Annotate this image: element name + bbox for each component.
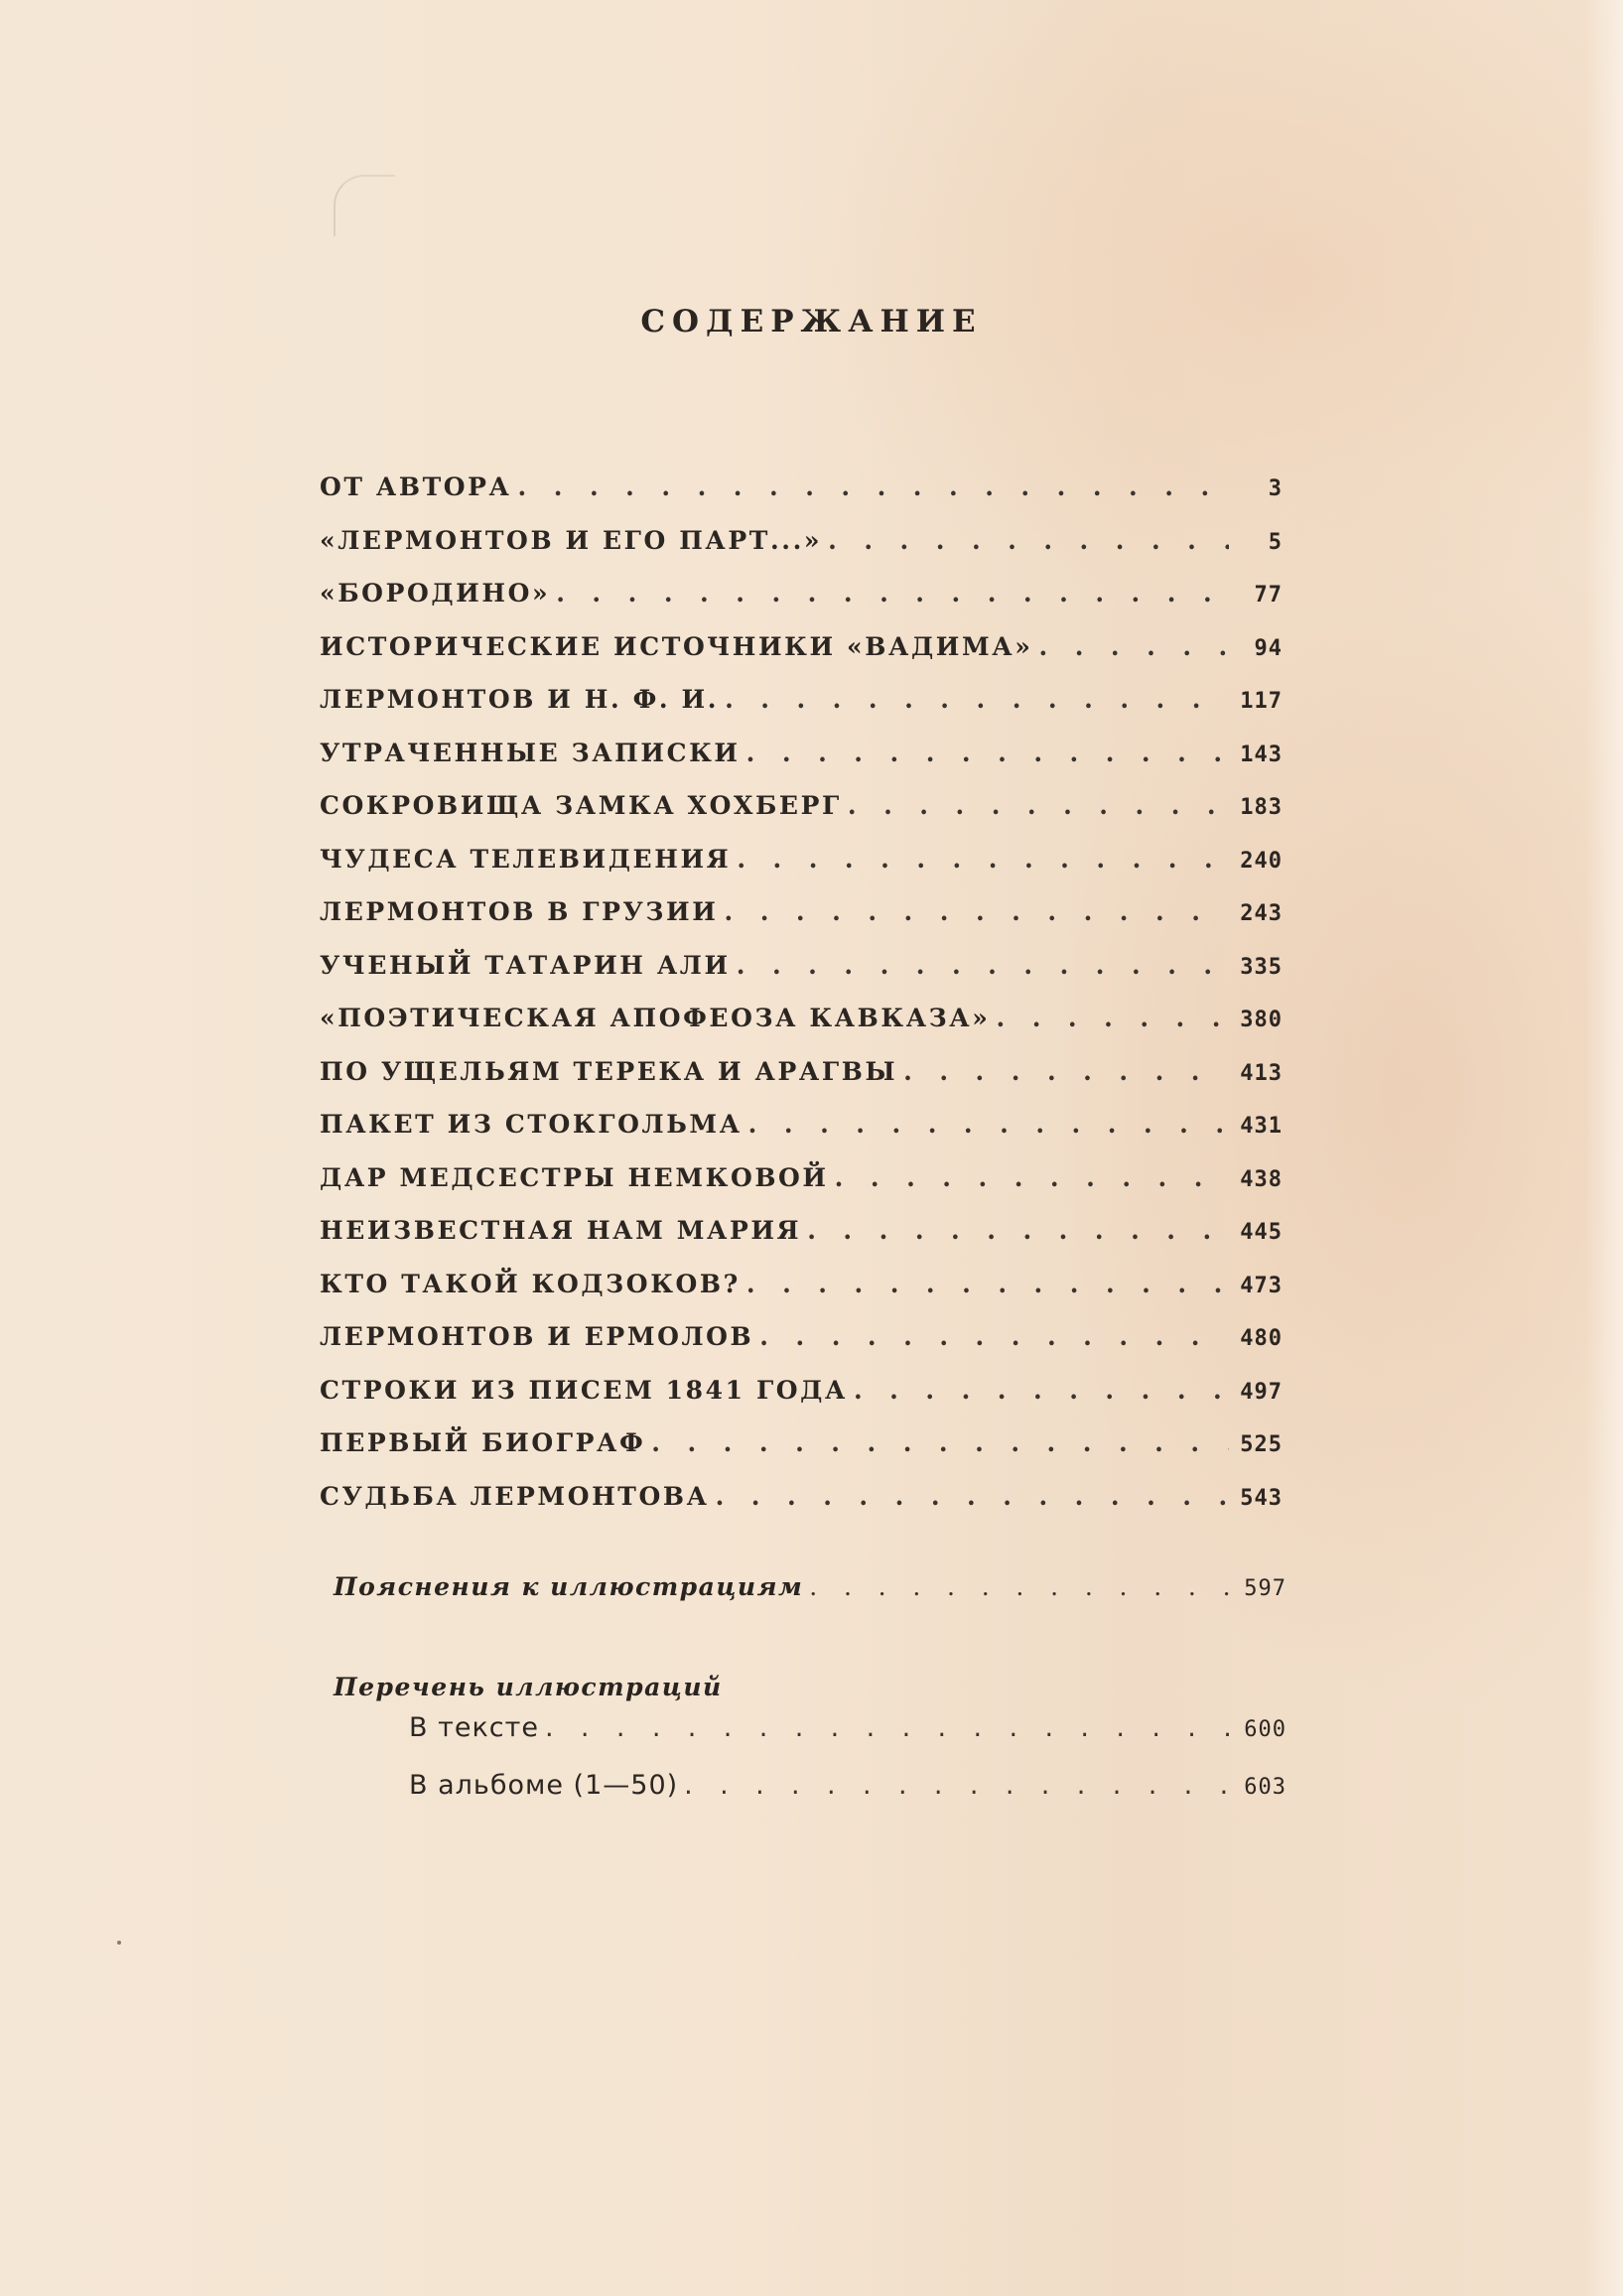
toc-entry-title: УЧЕНЫЙ ТАТАРИН АЛИ	[320, 950, 731, 980]
toc-entry-page: 431	[1240, 1114, 1283, 1139]
toc-entry-page: 543	[1240, 1485, 1283, 1511]
toc-entry-page: 77	[1254, 583, 1283, 608]
illustrations-in-album-entry	[334, 1770, 1286, 1827]
toc-entry-page: 480	[1240, 1326, 1283, 1351]
toc-entry-page: 438	[1240, 1166, 1283, 1192]
toc-entry	[320, 1428, 1283, 1482]
toc-entry	[320, 739, 1283, 792]
stray-ink-dot	[117, 1941, 121, 1945]
dot-leader	[737, 845, 1229, 874]
dot-leader	[737, 951, 1229, 980]
dot-leader	[748, 1110, 1229, 1139]
toc-entry	[320, 791, 1283, 845]
explanations-section	[334, 1572, 1286, 1626]
illustrations-in-text-entry	[334, 1712, 1286, 1770]
toc-entry-title: ПАКЕТ ИЗ СТОКГОЛЬМА	[320, 1110, 743, 1139]
toc-entry-title: УТРАЧЕННЫЕ ЗАПИСКИ	[320, 738, 741, 767]
dot-leader	[848, 791, 1229, 820]
dot-leader	[759, 1322, 1229, 1351]
page-title: СОДЕРЖАНИЕ	[640, 304, 983, 339]
toc-entry-title: «ЛЕРМОНТОВ И ЕГО ПАРТ...»	[320, 525, 823, 555]
table-of-contents	[320, 473, 1283, 1535]
toc-entry-page: 94	[1254, 635, 1283, 661]
dot-leader	[835, 1163, 1229, 1192]
toc-entry-page: 413	[1240, 1060, 1283, 1086]
bleed-through-mark	[334, 175, 395, 236]
dot-leader	[828, 526, 1229, 555]
dot-leader	[716, 1482, 1229, 1511]
dot-leader	[854, 1376, 1229, 1405]
in-text-label: В тексте	[409, 1712, 539, 1743]
dot-leader	[903, 1057, 1229, 1086]
toc-entry-page: 143	[1240, 742, 1283, 767]
toc-entry-page: 5	[1268, 529, 1283, 555]
toc-entry	[320, 1270, 1283, 1323]
dot-leader	[725, 897, 1230, 926]
page-edge-shadow	[1585, 0, 1623, 2296]
dot-leader	[1038, 632, 1229, 661]
toc-entry-title: ОТ АВТОРА	[320, 473, 512, 501]
toc-entry-title: ЧУДЕСА ТЕЛЕВИДЕНИЯ	[320, 844, 732, 874]
toc-entry	[320, 1110, 1283, 1163]
toc-entry-title: СОКРОВИЩА ЗАМКА ХОХБЕРГ	[320, 791, 842, 820]
toc-entry-title: ЛЕРМОНТОВ И Н. Ф. И.	[320, 685, 720, 714]
toc-entry-page: 380	[1240, 1008, 1283, 1032]
toc-entry-page: 445	[1240, 1220, 1283, 1245]
explanations-title: Пояснения к иллюстрациям	[334, 1572, 804, 1601]
toc-entry	[320, 1004, 1283, 1057]
toc-entry	[320, 897, 1283, 951]
toc-entry-title: «ПОЭТИЧЕСКАЯ АПОФЕОЗА КАВКАЗА»	[320, 1004, 991, 1032]
toc-entry	[320, 951, 1283, 1005]
dot-leader	[997, 1004, 1230, 1032]
in-album-page: 603	[1244, 1775, 1286, 1800]
toc-entry-page: 240	[1240, 848, 1283, 874]
dot-leader	[807, 1216, 1229, 1245]
toc-entry-page: 3	[1268, 476, 1283, 501]
dot-leader	[545, 1712, 1233, 1743]
toc-entry-title: ПО УЩЕЛЬЯМ ТЕРЕКА И АРАГВЫ	[320, 1056, 898, 1086]
in-album-label: В альбоме (1—50)	[409, 1770, 679, 1801]
dot-leader	[809, 1572, 1233, 1601]
dot-leader	[518, 473, 1229, 501]
toc-entry-title: ИСТОРИЧЕСКИЕ ИСТОЧНИКИ «ВАДИМА»	[320, 631, 1033, 661]
toc-entry-title: КТО ТАКОЙ КОДЗОКОВ?	[320, 1269, 741, 1298]
toc-entry	[320, 1057, 1283, 1111]
toc-entry-page: 243	[1240, 901, 1283, 926]
toc-entry-page: 335	[1240, 954, 1283, 980]
toc-entry-title: ЛЕРМОНТОВ И ЕРМОЛОВ	[320, 1322, 754, 1351]
toc-entry-title: ДАР МЕДСЕСТРЫ НЕМКОВОЙ	[320, 1162, 829, 1192]
toc-entry-page: 117	[1240, 689, 1283, 714]
dot-leader	[725, 685, 1229, 714]
toc-entry	[320, 1482, 1283, 1536]
toc-entry-page: 183	[1240, 795, 1283, 820]
toc-entry-title: НЕИЗВЕСТНАЯ НАМ МАРИЯ	[320, 1216, 802, 1245]
toc-entry	[320, 845, 1283, 898]
in-text-page: 600	[1244, 1717, 1286, 1742]
dot-leader	[651, 1428, 1229, 1457]
toc-entry	[320, 1216, 1283, 1270]
explanations-page: 597	[1244, 1576, 1286, 1601]
toc-entry	[320, 579, 1283, 632]
illustrations-section	[334, 1663, 1286, 1827]
toc-entry	[320, 1322, 1283, 1376]
toc-entry	[320, 1376, 1283, 1429]
toc-entry	[320, 473, 1283, 526]
toc-entry-title: «БОРОДИНО»	[320, 579, 551, 608]
toc-entry	[320, 632, 1283, 686]
dot-leader	[556, 579, 1229, 608]
toc-entry-title: СТРОКИ ИЗ ПИСЕМ 1841 ГОДА	[320, 1375, 848, 1405]
dot-leader	[746, 1270, 1229, 1298]
toc-entry	[320, 1163, 1283, 1217]
toc-entry	[320, 685, 1283, 739]
toc-entry-page: 497	[1240, 1379, 1283, 1405]
illustrations-heading: Перечень иллюстраций	[334, 1673, 723, 1701]
toc-entry	[320, 526, 1283, 580]
dot-leader	[746, 739, 1229, 767]
toc-entry-title: ПЕРВЫЙ БИОГРАФ	[320, 1428, 646, 1457]
explanations-entry	[334, 1572, 1286, 1626]
toc-entry-page: 473	[1240, 1273, 1283, 1298]
toc-entry-title: ЛЕРМОНТОВ В ГРУЗИИ	[320, 897, 719, 926]
dot-leader	[684, 1770, 1233, 1801]
toc-entry-page: 525	[1240, 1432, 1283, 1457]
toc-entry-title: СУДЬБА ЛЕРМОНТОВА	[320, 1481, 710, 1511]
